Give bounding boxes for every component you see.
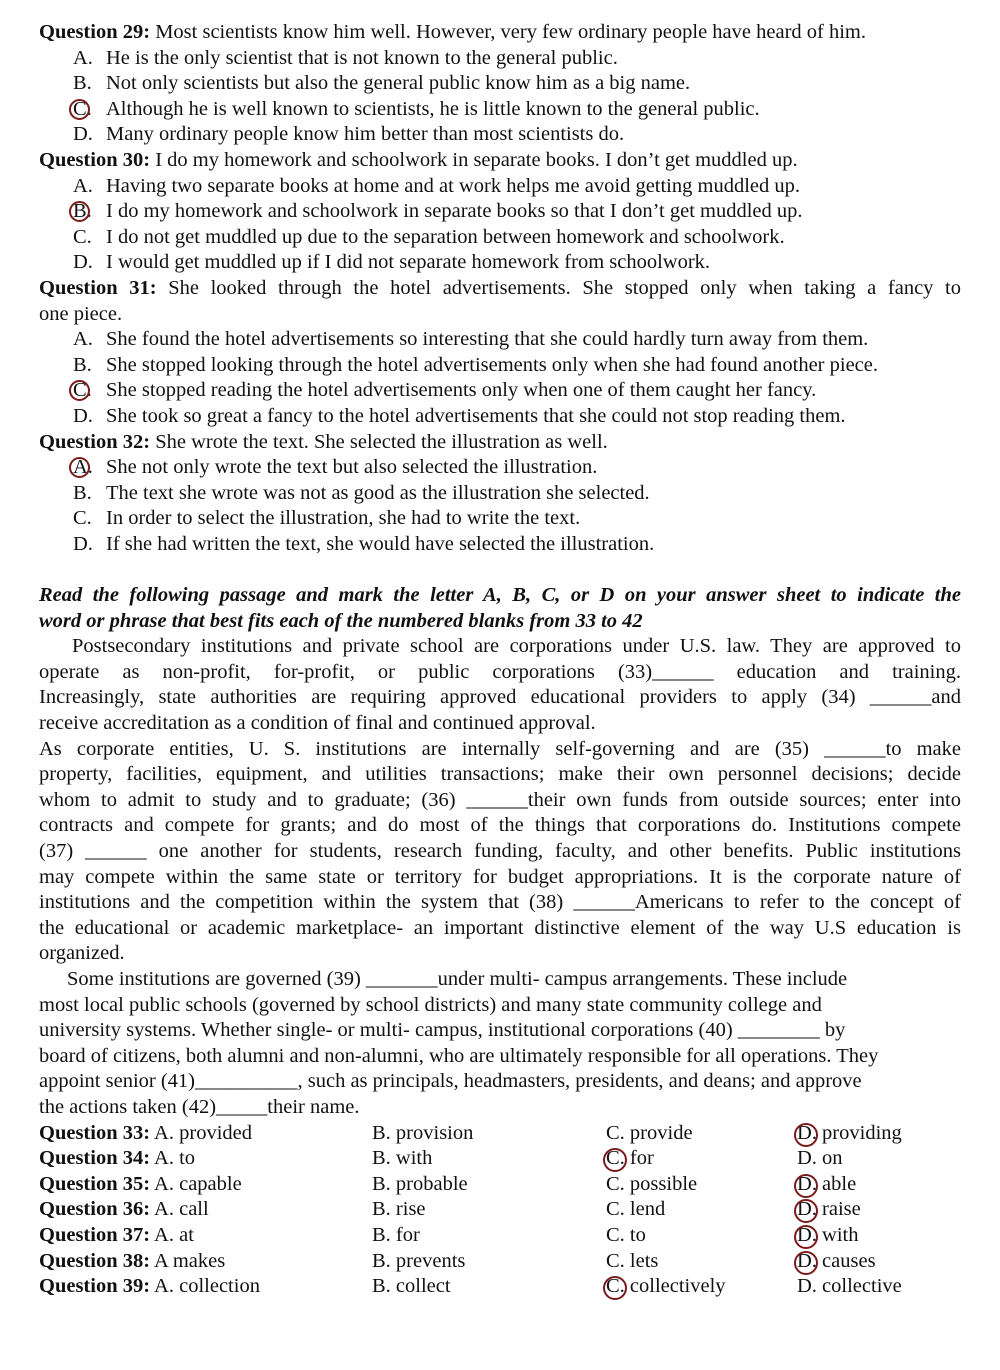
question-label: Question 32:	[39, 430, 151, 453]
option-d[interactable]	[39, 122, 961, 148]
answer-option-d-selected[interactable]: D. raise	[797, 1198, 861, 1221]
question-text: I do my homework and schoolwork in separate books. I don’t get muddled up.	[150, 148, 798, 171]
option-b[interactable]	[39, 481, 961, 507]
option-b[interactable]	[39, 353, 961, 379]
answer-row-36	[39, 1197, 961, 1223]
option-a-selected[interactable]	[39, 455, 961, 481]
answer-option-b[interactable]: B. rise	[372, 1198, 426, 1221]
answer-row-39	[39, 1274, 961, 1300]
circled-option-letter: C.	[73, 97, 106, 123]
passage-line: the actions taken (42)_____their name.	[39, 1095, 360, 1118]
question-label: Question 31:	[39, 276, 157, 299]
option-letter: D.	[73, 404, 93, 427]
option-letter: B.	[73, 353, 92, 376]
answer-option-d-selected[interactable]: D. causes	[797, 1249, 876, 1272]
circled-option-letter: A.	[73, 455, 106, 481]
answer-row-38	[39, 1249, 961, 1275]
question-label: Question 30:	[39, 148, 151, 171]
option-b[interactable]	[39, 71, 961, 97]
question-stem	[39, 148, 961, 174]
passage-line: institutions and the competition within the system that (38) ______Americans to refer to the concept of	[39, 891, 961, 914]
answer-option-d[interactable]: D. on	[797, 1147, 843, 1170]
option-a[interactable]	[39, 46, 961, 72]
passage-line: appoint senior (41)__________, such as principals, headmasters, presidents, and deans; and approve	[39, 1070, 862, 1093]
answer-option-b[interactable]: B. provision	[372, 1121, 474, 1144]
answer-option-c-selected[interactable]: C. collectively	[606, 1275, 726, 1298]
option-c[interactable]	[39, 506, 961, 532]
question-31	[39, 276, 961, 430]
option-letter: D.	[73, 532, 93, 555]
option-text: In order to select the illustration, she had to write the text.	[106, 507, 581, 530]
answer-option-c[interactable]: C. lend	[606, 1198, 666, 1221]
passage-line: board of citizens, both alumni and non-alumni, who are ultimately responsible for all operations. They	[39, 1044, 879, 1067]
question-label: Question 39:	[39, 1275, 151, 1298]
passage-line: receive accreditation as a condition of final and continued approval.	[39, 712, 596, 735]
option-letter: B.	[73, 481, 92, 504]
answer-option-b[interactable]: B. probable	[372, 1172, 468, 1195]
option-text: She stopped looking through the hotel advertisements only when she had found another piece.	[106, 353, 878, 376]
passage-line: may compete within the same state or territory for budget appropriations. It is the corporate nature of	[39, 865, 961, 888]
answer-option-d-selected[interactable]: D. with	[797, 1223, 859, 1246]
option-text: The text she wrote was not as good as the illustration she selected.	[106, 481, 650, 504]
option-c-selected[interactable]	[39, 378, 961, 404]
answer-option-a[interactable]: A makes	[150, 1249, 226, 1272]
option-text: He is the only scientist that is not known to the general public.	[106, 46, 618, 69]
answer-option-b[interactable]: B. for	[372, 1223, 420, 1246]
passage-line: operate as non-profit, for-profit, or public corporations (33)______ education and training.	[39, 660, 961, 683]
answer-option-a[interactable]: A. at	[150, 1223, 194, 1246]
question-stem	[39, 276, 961, 302]
answer-option-a[interactable]: A. collection	[150, 1275, 260, 1298]
question-text: She looked through the hotel advertisements. She stopped only when taking a fancy to	[156, 276, 961, 299]
option-letter: B.	[73, 72, 92, 95]
option-a[interactable]	[39, 327, 961, 353]
option-text: Although he is well known to scientists, he is little known to the general public.	[106, 97, 760, 120]
answer-option-b[interactable]: B. with	[372, 1147, 433, 1170]
question-30	[39, 148, 961, 276]
passage-line: whom to admit to study and to graduate; (36) ______their own funds from outside sources; enter into	[39, 788, 961, 811]
answer-row-37	[39, 1223, 961, 1249]
passage-line: contracts and compete for grants; and do most of the things that corporations do. Institutions compete	[39, 814, 961, 837]
passage-line: the educational or academic marketplace- an important distinctive element of the way U.S education is	[39, 916, 961, 939]
passage-line: Some institutions are governed (39) _______under multi- campus arrangements. These include	[67, 967, 848, 990]
answer-option-c[interactable]: C. provide	[606, 1121, 693, 1144]
answer-grid	[39, 1121, 961, 1300]
answer-option-d[interactable]: D. collective	[797, 1275, 902, 1298]
option-text: I do not get muddled up due to the separation between homework and schoolwork.	[106, 225, 785, 248]
option-text: I would get muddled up if I did not separate homework from schoolwork.	[106, 251, 711, 274]
option-text: Many ordinary people know him better than most scientists do.	[106, 123, 625, 146]
passage-line: As corporate entities, U. S. institutions are internally self-governing and are (35) ______to make	[39, 737, 961, 760]
question-text: Most scientists know him well. However, very few ordinary people have heard of him.	[150, 21, 866, 43]
option-letter: A.	[73, 174, 93, 197]
circled-option-letter: B.	[73, 199, 106, 225]
answer-option-c-selected[interactable]: C. for	[606, 1147, 654, 1170]
option-text: Not only scientists but also the general public know him as a big name.	[106, 72, 691, 95]
option-a[interactable]	[39, 174, 961, 200]
option-c-selected[interactable]	[39, 97, 961, 123]
option-letter: A.	[73, 328, 93, 351]
passage-line: (37) ______ one another for students, research funding, faculty, and other benefits. Public institutions	[39, 840, 961, 862]
option-d[interactable]	[39, 250, 961, 276]
question-label: Question 36:	[39, 1198, 151, 1221]
reading-passage	[39, 634, 961, 1120]
option-d[interactable]	[39, 532, 961, 558]
answer-option-c[interactable]: C. possible	[606, 1172, 698, 1195]
question-label: Question 34:	[39, 1147, 151, 1170]
option-letter: C.	[73, 225, 92, 248]
question-label: Question 33:	[39, 1121, 151, 1144]
option-text: She not only wrote the text but also selected the illustration.	[106, 456, 598, 479]
option-d[interactable]	[39, 404, 961, 430]
question-text: She wrote the text. She selected the illustration as well.	[150, 430, 608, 453]
answer-option-a[interactable]: A. capable	[150, 1172, 242, 1195]
passage-line: property, facilities, equipment, and utilities transactions; make their own personnel decisions; decide	[39, 763, 961, 786]
instruction-line: word or phrase that best fits each of the numbered blanks from 33 to 42	[39, 609, 643, 632]
question-stem	[39, 430, 961, 456]
passage-line: Postsecondary institutions and private school are corporations under U.S. law. They are approved to	[72, 635, 961, 658]
section-spacer	[39, 557, 961, 583]
option-text: Having two separate books at home and at work helps me avoid getting muddled up.	[106, 174, 800, 197]
question-32	[39, 430, 961, 558]
option-text: She found the hotel advertisements so interesting that she could hardly turn away from them.	[106, 328, 869, 351]
option-letter: D.	[73, 123, 93, 146]
question-label: Question 38:	[39, 1249, 151, 1272]
section-instruction	[39, 583, 961, 634]
instruction-line: Read the following passage and mark the letter A, B, C, or D on your answer sheet to indicate the	[39, 584, 961, 607]
question-label: Question 29:	[39, 21, 151, 43]
option-text: I do my homework and schoolwork in separate books so that I don’t get muddled up.	[106, 200, 803, 223]
answer-row-34	[39, 1146, 961, 1172]
question-label: Question 35:	[39, 1172, 151, 1195]
question-stem-continued: one piece.	[39, 302, 123, 325]
option-letter: C.	[73, 507, 92, 530]
passage-line: organized.	[39, 942, 125, 965]
answer-option-c[interactable]: C. to	[606, 1223, 646, 1246]
option-text: If she had written the text, she would have selected the illustration.	[106, 532, 655, 555]
answer-option-c[interactable]: C. lets	[606, 1249, 659, 1272]
passage-line: university systems. Whether single- or multi- campus, institutional corporations (40) ________ by	[39, 1019, 846, 1042]
answer-option-a[interactable]: A. call	[150, 1198, 209, 1221]
option-text: She took so great a fancy to the hotel advertisements that she could not stop reading them.	[106, 404, 846, 427]
option-letter: D.	[73, 251, 93, 274]
answer-option-d-selected[interactable]: D. providing	[797, 1121, 902, 1144]
answer-row-35	[39, 1172, 961, 1198]
option-letter: A.	[73, 46, 93, 69]
answer-option-a[interactable]: A. provided	[150, 1121, 252, 1144]
question-stem	[39, 20, 961, 46]
exam-page	[39, 20, 961, 1300]
answer-row-33	[39, 1121, 961, 1147]
answer-option-a[interactable]: A. to	[150, 1147, 196, 1170]
option-c[interactable]	[39, 225, 961, 251]
question-label: Question 37:	[39, 1223, 151, 1246]
passage-line: Increasingly, state authorities are requiring approved educational providers to apply (34) ______and	[39, 686, 961, 709]
question-29	[39, 20, 961, 148]
option-text: She stopped reading the hotel advertisements only when one of them caught her fancy.	[106, 379, 817, 402]
passage-line: most local public schools (governed by school districts) and many state community college and	[39, 993, 822, 1016]
option-b-selected[interactable]	[39, 199, 961, 225]
answer-option-d-selected[interactable]: D. able	[797, 1172, 857, 1195]
circled-option-letter: C.	[73, 378, 106, 404]
answer-option-b[interactable]: B. prevents	[372, 1249, 466, 1272]
answer-option-b[interactable]: B. collect	[372, 1275, 451, 1298]
